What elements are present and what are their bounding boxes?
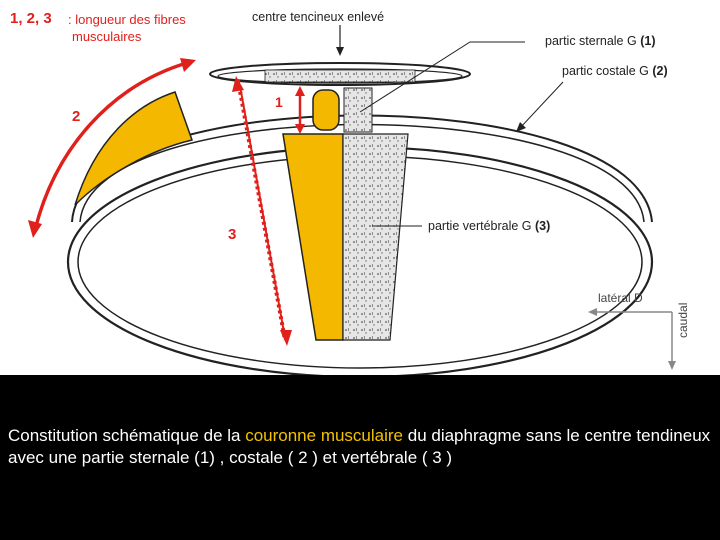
label-sternale	[545, 34, 655, 48]
legend-numbers: 1, 2, 3	[10, 10, 52, 27]
label-vertebrale-text: partie vertébrale G	[428, 219, 532, 233]
legend-text-line2: musculaires	[72, 29, 142, 44]
caption-text	[8, 425, 716, 469]
number-2: 2	[72, 108, 81, 125]
vertebral-tendon	[343, 134, 408, 340]
pointer-costal	[520, 82, 563, 128]
label-centre-tendineux: centre tencineux enlevé	[252, 10, 385, 24]
number-3: 3	[228, 226, 237, 243]
label-vertebrale	[428, 219, 550, 233]
label-lateral: latéral D	[598, 291, 643, 305]
sternal-muscle	[313, 90, 339, 130]
label-costale-num: (2)	[652, 64, 668, 78]
vertebral-muscle	[283, 134, 343, 340]
caption-part2: du diaphragme sans le centre tendineux avec une partie sternale (1) , costale ( 2 ) et vertébrale ( 3 )	[8, 426, 711, 467]
caption-part1: Constitution schématique de la	[8, 426, 246, 445]
caption-panel	[0, 375, 720, 540]
number-1: 1	[275, 94, 283, 110]
label-caudal: caudal	[676, 302, 690, 338]
vertebral-length-arrow	[240, 86, 285, 338]
caption-highlight: couronne musculaire	[245, 426, 404, 445]
label-costale-text: partic costale G	[562, 64, 649, 78]
legend-text-line1: : longueur des fibres	[68, 12, 186, 27]
label-costale	[562, 64, 668, 78]
label-sternale-text: partic sternale G	[545, 34, 637, 48]
sternal-tendon	[344, 88, 372, 132]
upper-dotted-band	[265, 70, 415, 82]
label-sternale-num: (1)	[640, 34, 656, 48]
label-vertebrale-num: (3)	[535, 219, 551, 233]
